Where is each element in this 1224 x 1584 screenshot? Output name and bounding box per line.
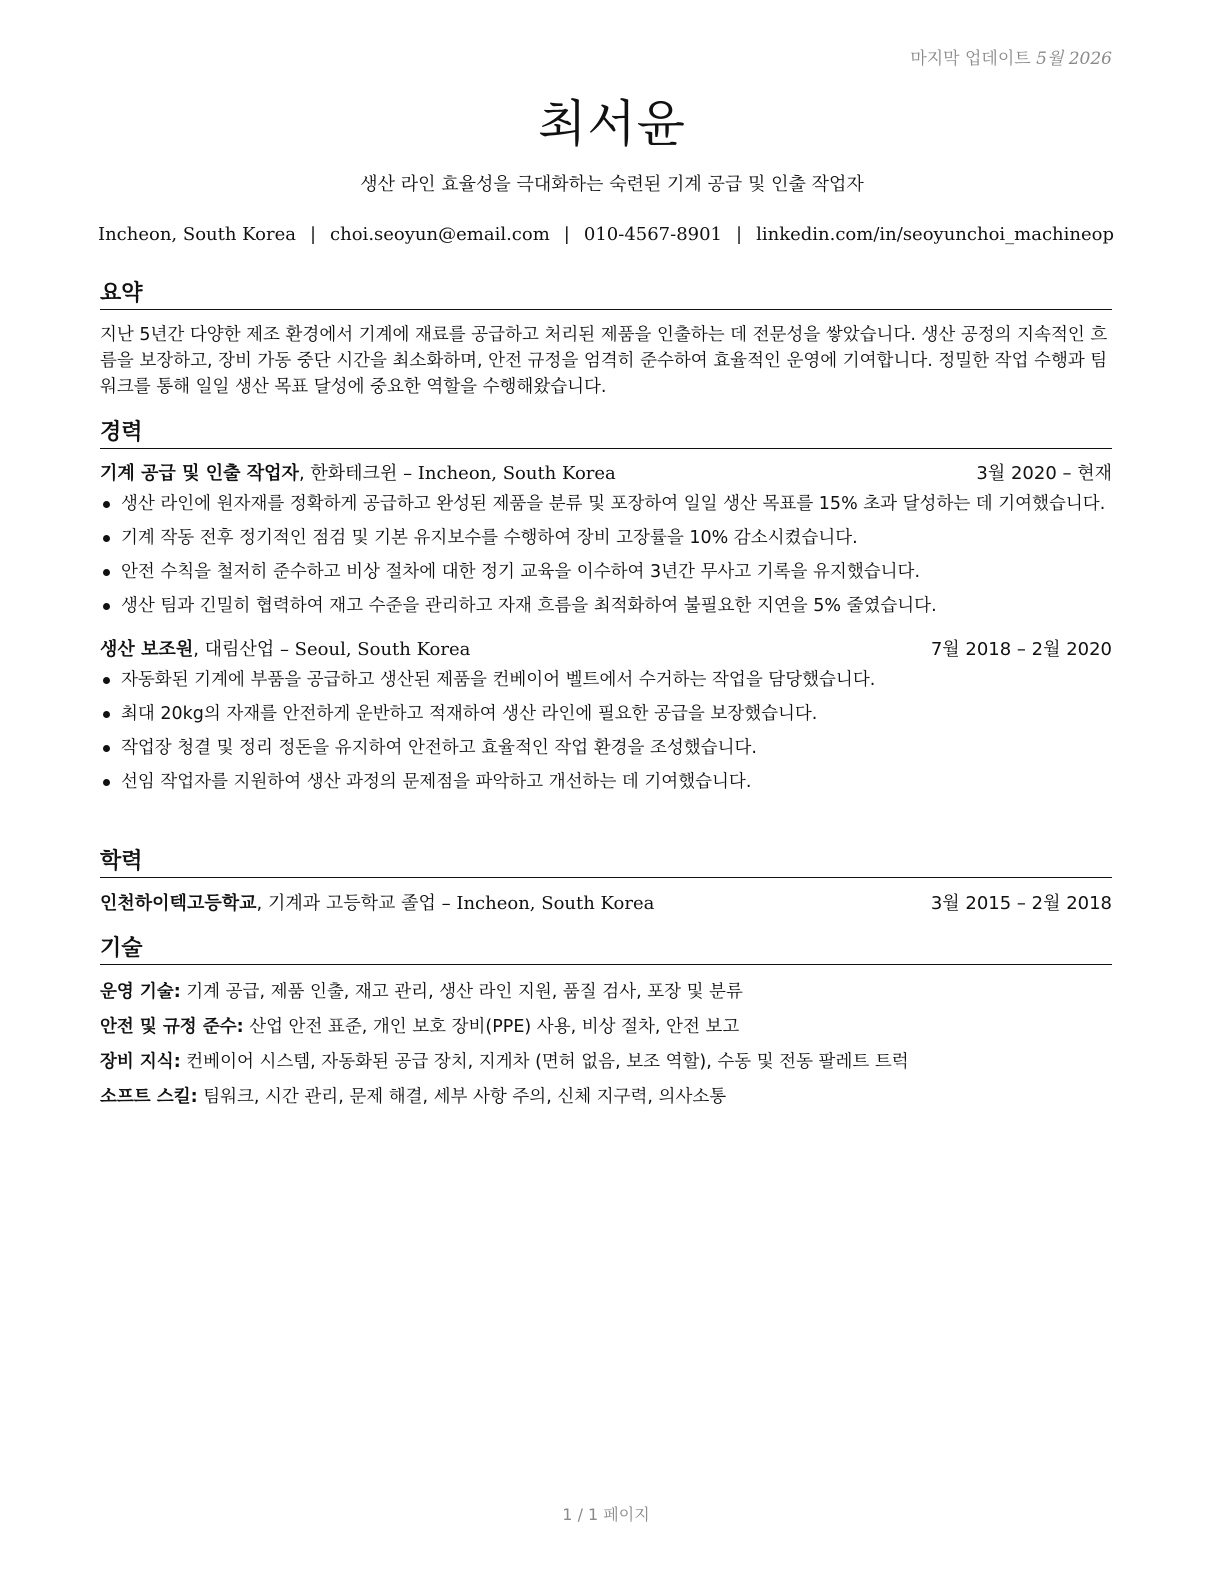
section-title-summary: 요약 bbox=[100, 276, 1112, 310]
skill-label: 운영 기술: bbox=[100, 982, 181, 1002]
job-entry bbox=[100, 461, 1112, 619]
skill-label: 소프트 스킬: bbox=[100, 1087, 198, 1107]
job-bullet: 최대 20kg의 자재를 안전하게 운반하고 적재하여 생산 라인에 필요한 공급을 보장했습니다. bbox=[100, 701, 1112, 727]
summary-section bbox=[100, 276, 1112, 400]
skill-label: 안전 및 규정 준수: bbox=[100, 1017, 244, 1037]
skill-line bbox=[100, 1014, 1112, 1040]
job-header bbox=[100, 461, 1112, 487]
job-bullet: 기계 작동 전후 정기적인 점검 및 기본 유지보수를 수행하여 장비 고장률을 10% 감소시켰습니다. bbox=[100, 525, 1112, 551]
last-updated bbox=[910, 44, 1112, 69]
tagline: 생산 라인 효율성을 극대화하는 숙련된 기계 공급 및 인출 작업자 bbox=[360, 174, 864, 195]
job-company: , 한화테크윈 bbox=[298, 463, 398, 484]
education-title-line bbox=[100, 891, 654, 917]
last-updated-date: 5월 2026 bbox=[1036, 49, 1112, 69]
contact-location: Incheon, South Korea bbox=[97, 224, 296, 245]
section-title-experience: 경력 bbox=[100, 415, 1112, 449]
skill-line bbox=[100, 1049, 1112, 1075]
education-school: 인천하이텍고등학교 bbox=[100, 893, 257, 914]
contact-line bbox=[0, 224, 1212, 245]
summary-text: 지난 5년간 다양한 제조 환경에서 기계에 재료를 공급하고 처리된 제품을 인출하는 데 전문성을 쌓았습니다. 생산 공정의 지속적인 흐름을 보장하고, 장비 가동 중단 시간을 최소화하며, 안전 규정을 엄격히 준수하여 효율적인 운영에 기여합니다. 정밀한 작업 수행과 팀워크를 통해 일일 생산 목표 달성에 중요한 역할을 수행해왔습니다. bbox=[100, 325, 1108, 397]
job-entry bbox=[100, 637, 1112, 795]
contact-email[interactable]: choi.seoyun@email.com bbox=[330, 224, 550, 245]
job-bullet: 생산 팀과 긴밀히 협력하여 재고 수준을 관리하고 자재 흐름을 최적화하여 불필요한 지연을 5% 줄였습니다. bbox=[100, 593, 1112, 619]
job-bullet: 선임 작업자를 지원하여 생산 과정의 문제점을 파악하고 개선하는 데 기여했습니다. bbox=[100, 769, 1112, 795]
education-section bbox=[100, 844, 1112, 917]
candidate-name: 최서윤 bbox=[538, 95, 686, 153]
contact-phone: 010-4567-8901 bbox=[583, 224, 723, 245]
job-bullet: 자동화된 기계에 부품을 공급하고 생산된 제품을 컨베이어 벨트에서 수거하는 작업을 담당했습니다. bbox=[100, 667, 1112, 693]
job-location: – Incheon, South Korea bbox=[397, 463, 616, 484]
job-header bbox=[100, 637, 1112, 663]
job-role: 기계 공급 및 인출 작업자 bbox=[100, 463, 299, 484]
job-location: – Seoul, South Korea bbox=[274, 639, 471, 660]
job-bullet: 작업장 청결 및 정리 정돈을 유지하여 안전하고 효율적인 작업 환경을 조성했습니다. bbox=[100, 735, 1112, 761]
education-location: – Incheon, South Korea bbox=[435, 893, 655, 914]
page-number: 1 / 1 페이지 bbox=[562, 1505, 650, 1524]
job-title-line bbox=[100, 461, 616, 487]
education-degree: , 기계과 고등학교 졸업 bbox=[256, 893, 436, 914]
skill-line bbox=[100, 979, 1112, 1005]
job-role: 생산 보조원 bbox=[100, 639, 194, 660]
skill-label: 장비 지식: bbox=[100, 1052, 181, 1072]
skills-section bbox=[100, 931, 1112, 1119]
skill-value: 기계 공급, 제품 인출, 재고 관리, 생산 라인 지원, 품질 검사, 포장 및 분류 bbox=[180, 982, 743, 1002]
job-bullets bbox=[100, 667, 1112, 795]
education-entry bbox=[100, 891, 1112, 917]
job-bullets bbox=[100, 491, 1112, 619]
skill-value: 산업 안전 표준, 개인 보호 장비(PPE) 사용, 비상 절차, 안전 보고 bbox=[243, 1017, 740, 1037]
skill-value: 팀워크, 시간 관리, 문제 해결, 세부 사항 주의, 신체 지구력, 의사소통 bbox=[197, 1087, 727, 1107]
job-bullet: 생산 라인에 원자재를 정확하게 공급하고 완성된 제품을 분류 및 포장하여 일일 생산 목표를 15% 초과 달성하는 데 기여했습니다. bbox=[100, 491, 1112, 517]
contact-separator: | bbox=[736, 224, 743, 245]
experience-section bbox=[100, 415, 1112, 803]
last-updated-label: 마지막 업데이트 bbox=[910, 49, 1031, 69]
job-dates: 7월 2018 – 2월 2020 bbox=[930, 639, 1112, 660]
job-bullet: 안전 수칙을 철저히 준수하고 비상 절차에 대한 정기 교육을 이수하여 3년간 무사고 기록을 유지했습니다. bbox=[100, 559, 1112, 585]
contact-separator: | bbox=[309, 224, 317, 245]
contact-linkedin[interactable]: linkedin.com/in/seoyunchoi_machineop bbox=[756, 224, 1115, 245]
job-company: , 대림산업 bbox=[193, 639, 275, 660]
job-title-line bbox=[100, 637, 470, 663]
skill-value: 컨베이어 시스템, 자동화된 공급 장치, 지게차 (면허 없음, 보조 역할), 수동 및 전동 팔레트 트럭 bbox=[180, 1052, 909, 1072]
contact-separator: | bbox=[563, 224, 570, 245]
section-title-skills: 기술 bbox=[100, 931, 1112, 965]
section-title-education: 학력 bbox=[100, 844, 1112, 878]
skill-line bbox=[100, 1084, 1112, 1110]
education-dates: 3월 2015 – 2월 2018 bbox=[930, 893, 1112, 914]
job-dates: 3월 2020 – 현재 bbox=[976, 463, 1112, 484]
